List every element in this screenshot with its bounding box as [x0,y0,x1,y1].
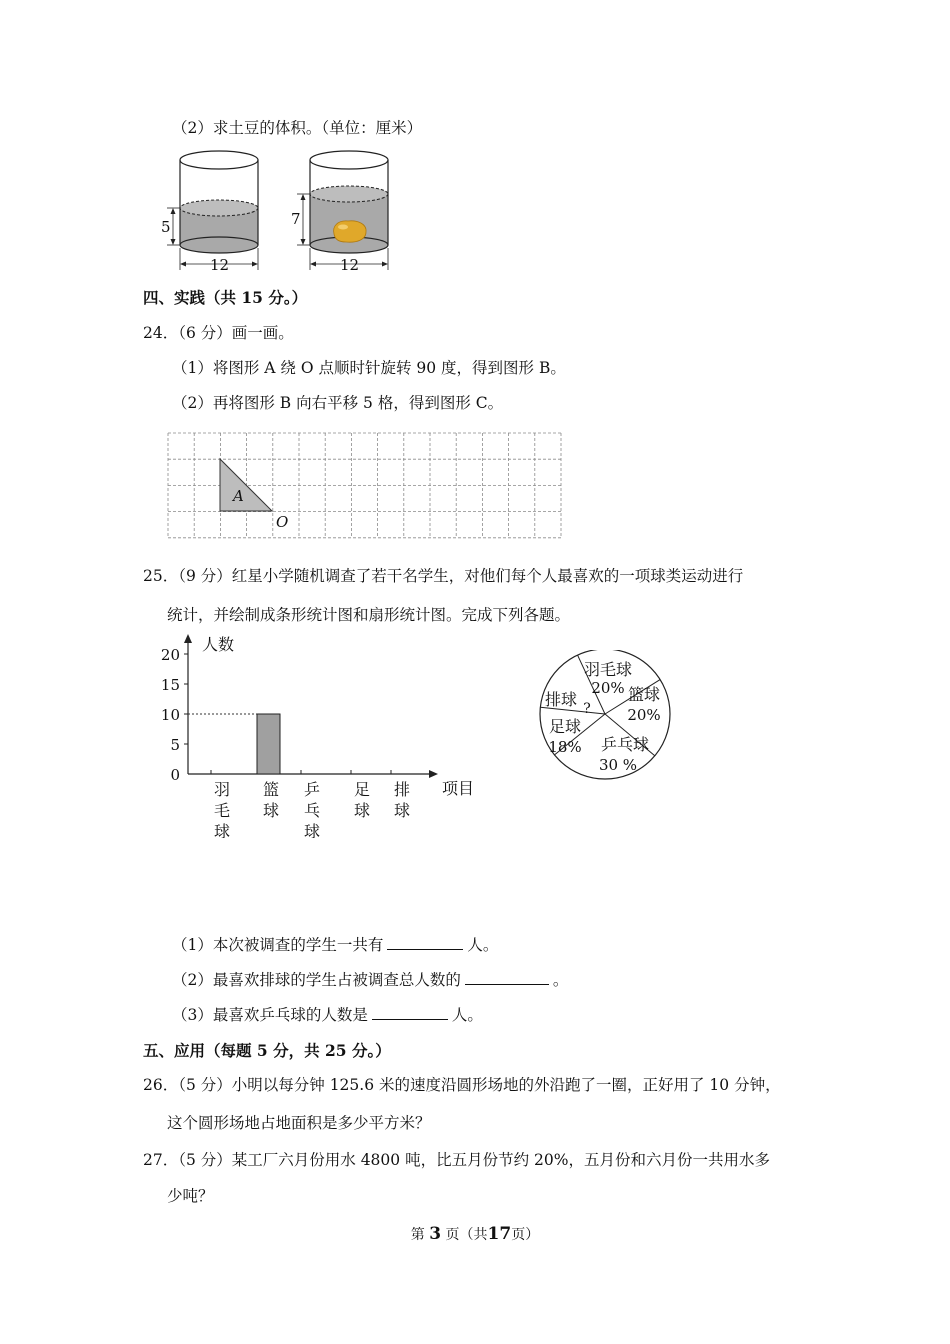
pie-slice-value: 20% [591,679,625,697]
q24-sub2: （2）再将图形 B 向右平移 5 格，得到图形 C。 [172,394,504,412]
footer-page-number: 3 [429,1224,442,1244]
answer-blank-2[interactable] [465,970,549,985]
q26-line2: 这个圆形场地占地面积是多少平方米？ [167,1114,431,1132]
q25-line2: 统计，并绘制成条形统计图和扇形统计图。完成下列各题。 [167,606,571,624]
bar [257,714,280,774]
x-tick-label: 球 [353,801,371,820]
label-a: A [233,487,244,505]
q25-sub1-unit: 人。 [467,936,499,954]
q25-sub1 [172,935,498,955]
bar-chart [150,628,490,838]
pie-slice-value: 18% [548,738,582,756]
x-tick-label: 球 [262,801,280,820]
q24-sub1: （1）将图形 A 绕 O 点顺时针旋转 90 度，得到图形 B。 [172,359,566,377]
x-tick-label: 羽 [213,780,231,799]
cyl1-height-label: 5 [161,218,171,236]
q25-sub2-text: （2）最喜欢排球的学生占被调查总人数的 [172,971,461,989]
x-tick-label: 足 [353,780,371,799]
q26-line1: 26．（5 分）小明以每分钟 125.6 米的速度沿圆形场地的外沿跑了一圈，正好用了 10 分钟， [143,1076,781,1094]
pie-slice-label: 乒乓球 [600,735,650,754]
q25-sub2-unit: 。 [552,971,569,989]
q23-sub2-text: （2）求土豆的体积。（单位：厘米） [172,119,423,137]
x-axis-label: 项目 [442,779,475,798]
label-o: O [276,513,289,531]
section5-title: 五、应用（每题 5 分，共 25 分。） [143,1041,391,1060]
x-tick-label: 球 [303,822,321,838]
cylinder-2 [297,151,388,270]
y-axis-label: 人数 [202,635,235,654]
x-tick-label: 球 [393,801,411,820]
cyl1-width-label: 12 [210,256,230,274]
x-axis-arrow [429,770,438,778]
pie-slice-label: 羽毛球 [583,660,633,679]
x-tick-label: 篮 [262,780,280,799]
pie-slice-value: 30 % [598,756,638,774]
x-tick-label: 排 [393,780,411,799]
pie-slice-value: 20% [627,706,661,724]
y-axis-arrow [184,634,192,643]
pie-slice-label: 排球 [544,690,578,709]
cylinder-1 [167,151,258,270]
footer-mid: 页（共 [445,1227,488,1243]
page-footer [0,1224,950,1244]
q24-head: 24．（6 分）画一画。 [143,324,294,342]
x-tick-label: 球 [213,822,231,838]
answer-blank-1[interactable] [387,935,463,950]
q25-sub3-unit: 人。 [451,1006,483,1024]
y-tick-label: 15 [160,676,180,694]
q25-line1: 25．（9 分）红星小学随机调查了若干名学生，对他们每个人最喜欢的一项球类运动进行 [143,567,744,585]
section4-title: 四、实践（共 15 分。） [143,288,308,307]
pie-chart [530,650,680,780]
pie-slice-value: ? [583,701,591,717]
pie-slice-label: 足球 [548,717,582,736]
q27-line2: 少吨？ [167,1187,214,1205]
cyl2-height-label: 7 [291,210,301,228]
footer-prefix: 第 [410,1227,425,1243]
x-tick-label: 毛 [213,801,231,820]
q27-line1: 27．（5 分）某工厂六月份用水 4800 吨，比五月份节约 20%，五月份和六月份一共用水多 [143,1151,770,1169]
answer-blank-3[interactable] [372,1005,448,1020]
cyl2-width-label: 12 [340,256,360,274]
y-tick-label: 20 [160,646,180,664]
y-tick-label: 10 [160,706,180,724]
q25-sub2 [172,970,568,990]
potato-icon [334,221,366,242]
y-tick-label: 0 [170,766,180,784]
cylinders-figure [160,148,410,274]
footer-suffix: 页） [511,1227,540,1243]
y-tick-label: 5 [170,736,180,754]
q25-sub3 [172,1005,483,1025]
x-tick-label: 乒 [303,780,321,799]
q25-sub1-text: （1）本次被调查的学生一共有 [172,936,384,954]
footer-total-pages: 17 [487,1224,512,1244]
q25-sub3-text: （3）最喜欢乒乓球的人数是 [172,1006,368,1024]
drawing-grid [160,425,580,545]
x-tick-label: 乓 [303,801,321,820]
pie-slice-label: 篮球 [627,685,661,704]
